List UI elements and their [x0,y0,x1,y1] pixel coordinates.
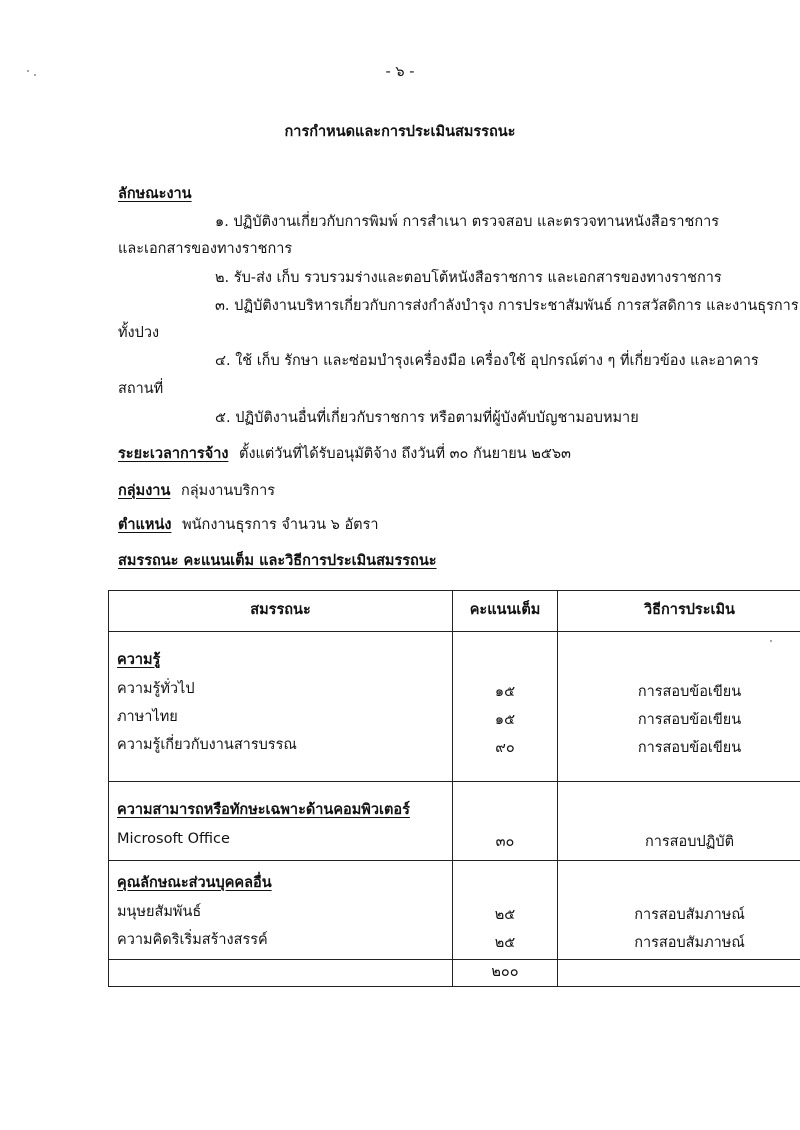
method-microsoft-office: การสอบปฏิบัติ [644,834,735,850]
document-title: การกำหนดและการประเมินสมรรถนะ [284,124,516,140]
table-header-row [109,591,800,632]
item-creativity: ความคิดริเริ่มสร้างสรรค์ [117,932,268,948]
header-full-score: คะแนนเต็ม [453,591,558,632]
job-item-3-line1: ๓. ปฏิบัติงานบริหารเกี่ยวกับการส่งกำลังบำรุง การประชาสัมพันธ์ การสวัสดิการ และงานธุรการ [215,298,799,314]
header-competency: สมรรถนะ [109,591,453,632]
table-group-computer-skill [109,782,800,861]
score-microsoft-office: ๓๐ [495,834,515,850]
employment-period-label: ระยะเวลาการจ้าง [118,446,229,462]
job-item-1-line2: และเอกสารของทางราชการ [118,241,293,257]
total-label-cell [109,960,453,987]
header-method: วิธีการประเมิน [558,591,800,632]
job-item-1-line1: ๑. ปฏิบัติงานเกี่ยวกับการพิมพ์ การสำเนา ตรวจสอบ และตรวจทานหนังสือราชการ [215,214,720,230]
table-group-knowledge [109,632,800,782]
page-number: - ๖ - [385,64,415,80]
position-value: พนักงานธุรการ จำนวน ๖ อัตรา [182,517,379,533]
score-creativity: ๒๕ [494,935,516,951]
position [118,517,379,534]
score-thai-language: ๑๕ [494,712,516,728]
job-item-4-line2: สถานที่ [118,381,164,397]
group-title-personal-attributes: คุณลักษณะส่วนบุคคลอื่น [117,875,272,891]
group-title-computer-skill: ความสามารถหรือทักษะเฉพาะด้านคอมพิวเตอร์ [117,802,410,818]
work-group [118,483,275,500]
position-label: ตำแหน่ง [118,517,172,533]
job-item-5-line1: ๕. ปฏิบัติงานอื่นที่เกี่ยวกับราชการ หรือตามที่ผู้บังคับบัญชามอบหมาย [215,410,639,426]
total-method-cell [558,960,800,987]
group-title-knowledge: ความรู้ [117,652,161,668]
table-group-personal-attributes [109,861,800,960]
item-general-knowledge: ความรู้ทั่วไป [117,681,195,697]
method-thai-language: การสอบข้อเขียน [637,712,742,728]
score-document-work: ๙๐ [495,740,515,756]
score-human-relations: ๒๕ [494,907,516,923]
score-general-knowledge: ๑๕ [494,684,516,700]
method-creativity: การสอบสัมภาษณ์ [634,935,745,951]
item-microsoft-office: Microsoft Office [117,831,230,847]
item-document-work: ความรู้เกี่ยวกับงานสารบรรณ [117,737,297,753]
job-item-2-line1: ๒. รับ-ส่ง เก็บ รวบรวมร่างและตอบโต้หนังสือราชการ และเอกสารของทางราชการ [215,270,722,286]
method-document-work: การสอบข้อเขียน [637,740,742,756]
job-section-heading: ลักษณะงาน [118,186,192,202]
method-human-relations: การสอบสัมภาษณ์ [634,907,745,923]
employment-period [118,446,571,463]
competency-heading: สมรรถนะ คะแนนเต็ม และวิธีการประเมินสมรรถนะ [118,553,437,569]
job-item-3-line2: ทั้งปวง [118,325,160,341]
work-group-label: กลุ่มงาน [118,483,171,499]
table-total-row [109,960,800,987]
item-human-relations: มนุษยสัมพันธ์ [117,904,202,920]
employment-period-value: ตั้งแต่วันที่ได้รับอนุมัติจ้าง ถึงวันที่ ๓๐ กันยายน ๒๕๖๓ [239,446,571,462]
total-score: ๒๐๐ [453,960,558,987]
work-group-value: กลุ่มงานบริการ [180,483,276,499]
job-item-4-line1: ๔. ใช้ เก็บ รักษา และซ่อมบำรุงเครื่องมือ เครื่องใช้ อุปกรณ์ต่าง ๆ ที่เกี่ยวข้อง และอาคาร [215,353,759,369]
competency-table [108,590,800,987]
item-thai-language: ภาษาไทย [117,709,178,725]
method-general-knowledge: การสอบข้อเขียน [637,684,742,700]
